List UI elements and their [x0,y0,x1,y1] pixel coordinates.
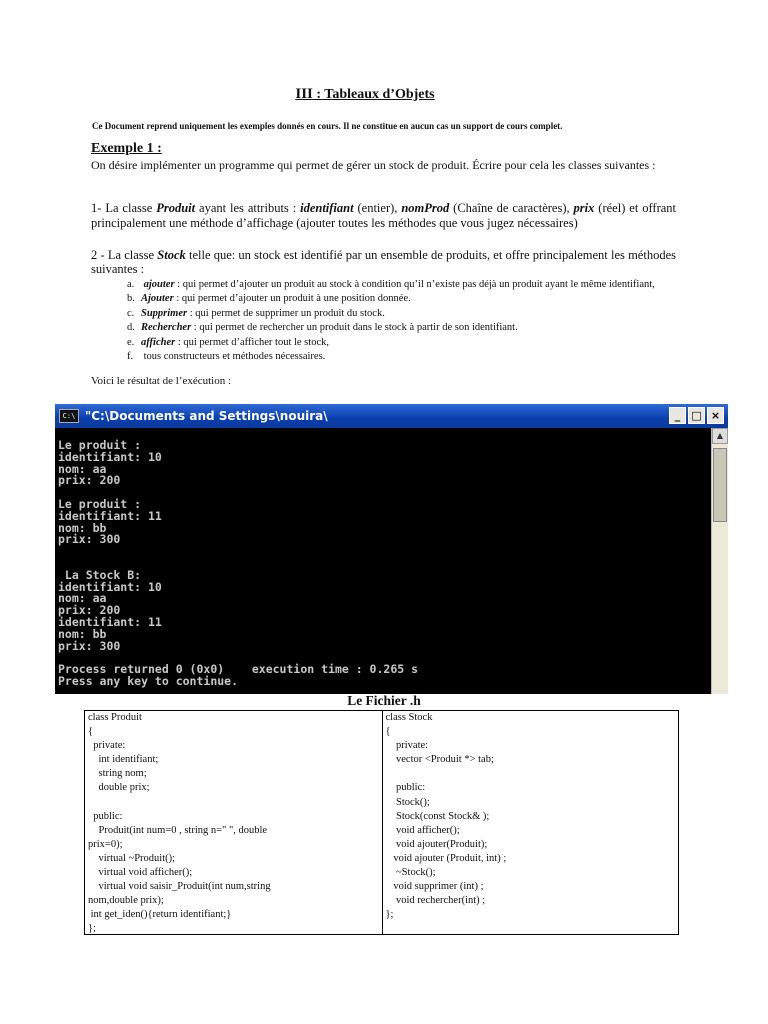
scroll-up-icon[interactable]: ▲ [712,428,728,444]
list-item [127,350,683,364]
console-screenshot [55,404,728,694]
stock-class-code: class Stock { private: vector <Produit *> tab; public: Stock(); Stock(const Stock& ); void afficher(); void ajouter(Produit); void ajouter (Produit, int) ; ~Stock(); void supprimer (int) ; void rechercher(int) ; }; [385,712,507,921]
method-desc: : qui permet d’ajouter un produit au stock à condition qu’il n’existe pas déjà un produit ayant le même identifiant, [174,279,655,290]
close-button[interactable]: × [707,407,724,424]
item-produit-paragraph [91,201,676,231]
method-desc: tous constructeurs et méthodes nécessaires. [143,351,326,363]
console-scrollbar[interactable] [711,428,728,694]
file-section-title: Le Fichier .h [347,693,421,708]
method-name: Ajouter [141,293,174,305]
methods-list [127,278,683,364]
window-controls [669,407,724,424]
method-name: afficher [141,336,176,348]
list-marker: e. [127,336,135,348]
item1-text-i: (réel) et offrant principalement une méthode d’affichage (ajouter toutes les méthodes que vous jugez nécessaires) [91,201,677,230]
example-title: Exemple 1 : [91,141,162,156]
console-window-title: "C:\Documents and Settings\nouira\ [85,409,328,423]
list-item [127,292,683,306]
item1-attr-prix: prix [573,201,595,215]
title-text: : Tableaux d’Objets [312,87,435,102]
console-titlebar[interactable] [55,404,728,428]
item1-attr-identifiant: identifiant [300,201,354,215]
header-file-table [84,710,679,935]
item1-class-name: Produit [156,201,196,215]
item2-class-name: Stock [157,248,186,262]
scroll-thumb[interactable] [713,448,727,522]
list-item [127,336,683,350]
method-desc: : qui permet de supprimer un produit du stock. [187,307,385,319]
item1-text-e: (entier), [353,201,402,215]
document-note: Ce Document reprend uniquement les exemples donnés en cours. Il ne constitue en aucun cas un support de cours complet. [92,121,563,131]
method-desc: : qui permet d’ajouter un produit à une position donnée. [173,293,411,305]
page-title [0,86,730,103]
list-marker: b. [127,293,135,305]
method-name: Supprimer [141,307,188,319]
method-desc: : qui permet de rechercher un produit dans le stock à partir de son identifiant. [191,322,518,334]
item-stock-paragraph [91,248,676,276]
list-marker: f. [127,351,134,363]
result-intro: Voici le résultat de l’exécution : [91,375,232,387]
list-item [127,278,683,292]
list-item [127,321,683,335]
console-app-icon: C:\ [59,409,79,423]
console-output: Le produit : identifiant: 10 nom: aa prix: 200 Le produit : identifiant: 11 nom: bb prix: 300 La Stock B: identifiant: 10 nom: aa prix: 200 identifiant: 11 nom: bb prix: 300 Process returned 0 (0x0) execution time : 0.265 s Press any key to continue. [58,438,419,688]
list-marker: d. [127,322,135,334]
list-marker: c. [127,307,135,319]
item1-text-a: 1- La classe [91,201,157,215]
list-marker: a. [127,279,135,290]
minimize-button[interactable]: _ [669,407,686,424]
item2-text-c: telle que: un stock est identifié par un ensemble de produits, et offre principalement les méthodes suivantes : [91,248,676,276]
list-item [127,307,683,321]
item1-attr-nomprod: nomProd [401,201,450,215]
method-name: Rechercher [141,322,192,334]
maximize-button[interactable]: □ [688,407,705,424]
item1-text-g: (Chaîne de caractères), [449,201,574,215]
intro-paragraph: On désire implémenter un programme qui permet de gérer un stock de produit. Écrire pour cela les classes suivantes : [91,158,656,172]
produit-class-code: class Produit { private: int identifiant; string nom; double prix; public: Produit(int num=0 , string n=" ", double prix=0); virtual ~Produit(); virtual void afficher(); virtual void saisir_Produit(int num,string nom,double prix); int get_iden(){return identifiant;} }; [85,711,383,934]
method-desc: : qui permet d’afficher tout le stock, [175,336,329,348]
item2-text-a: 2 - La classe [91,248,158,262]
method-name: ajouter [143,279,175,290]
title-roman: III [295,86,313,102]
item1-text-c: ayant les attributs : [195,201,301,215]
